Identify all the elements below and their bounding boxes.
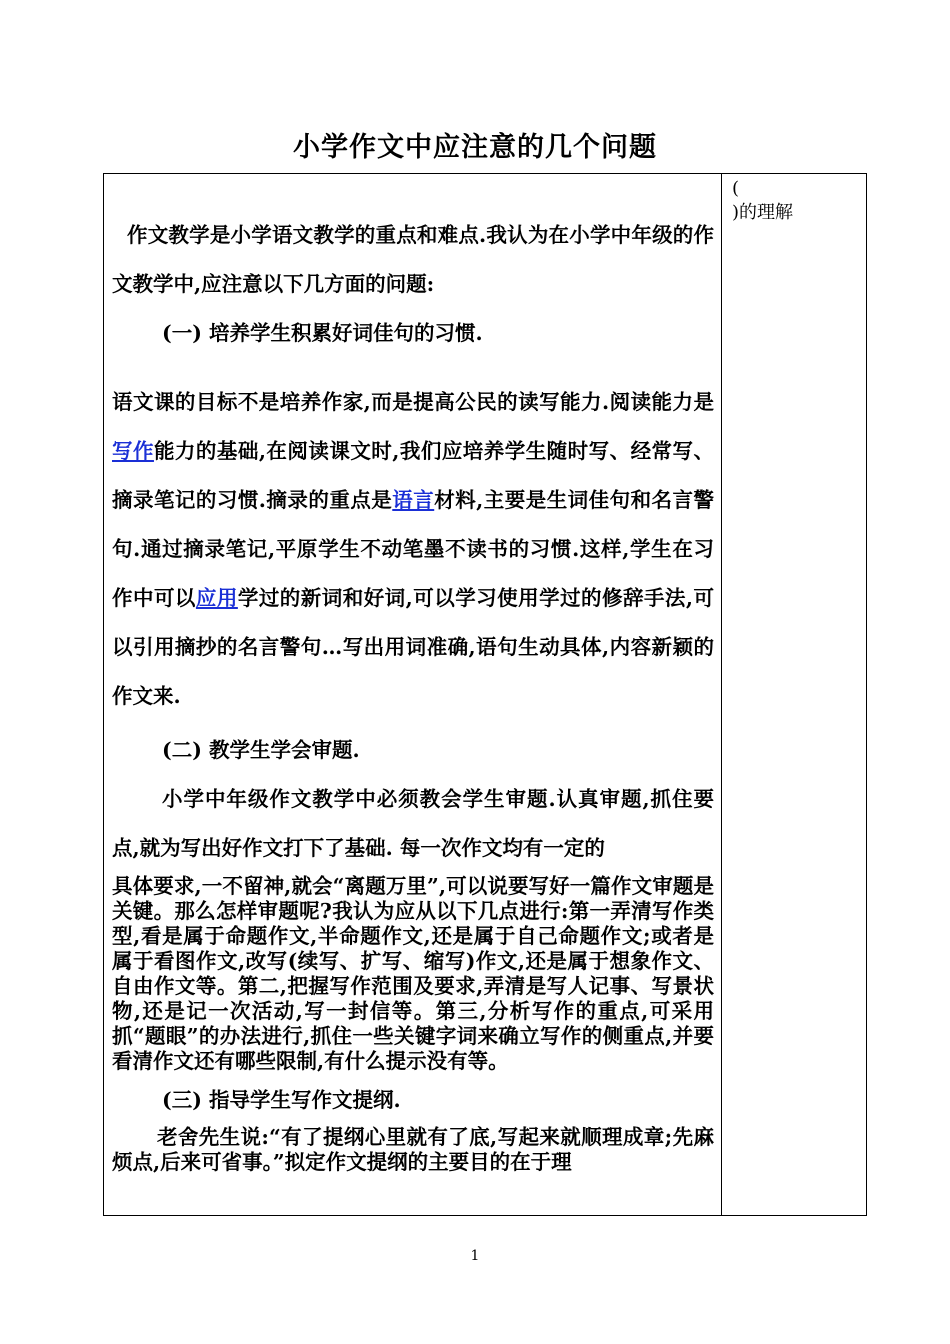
section-1-text-c: 材料,主要是生词佳句和名言警句.通过摘录笔记,平原学生不动笔墨不读书的习惯.这样,学生在习作中可以 — [112, 488, 715, 610]
section-3-heading: (三) 指导学生写作文提纲. — [162, 1088, 401, 1112]
section-2-paragraph-body: 具体要求,一不留神,就会“离题万里”,可以说要写好一篇作文审题是关键。那么怎样审题呢?我认为应从以下几点进行:第一弄清写作类型,看是属于命题作文,半命题作文,还是属于自己命题作文;或者是属于看图作文,改写(续写、扩写、缩写)作文,还是属于想象作文、自由作文等。第二,把握写作范围及要求,弄清是写人记事、写景状物,还是记一次活动,写一封信等。第三,分析写作的重点,可采用抓“题眼”的办法进行,抓住一些关键字词来确立写作的侧重点,并要看清作文还有哪些限制,有什么提示没有等。 — [112, 874, 714, 1073]
section-1-paragraph — [112, 378, 714, 721]
intro-paragraph: 作文教学是小学语文教学的重点和难点.我认为在小学中年级的作文教学中,应注意以下几方面的问题: — [112, 223, 714, 296]
main-text-cell — [112, 174, 714, 1175]
link-language[interactable]: 语言 — [392, 488, 435, 512]
section-3-paragraph: 老舍先生说:“有了提纲心里就有了底,写起来就顺理成章;先麻烦点,后来可省事。”拟定作文提纲的主要目的在于理 — [112, 1125, 714, 1174]
page-number: 1 — [470, 1248, 480, 1264]
section-1-text-b: 能力的基础,在阅读课文时,我们应培养学生随时写、经常写、摘录笔记的习惯.摘录的重点是 — [112, 439, 714, 512]
section-2-paragraph-lead: 小学中年级作文教学中必须教会学生审题.认真审题,抓住要点,就为写出好作文打下了基础. 每一次作文均有一定的 — [112, 787, 714, 860]
section-1-text-a: 语文课的目标不是培养作家,而是提高公民的读写能力.阅读能力是 — [112, 390, 714, 414]
section-1-heading: (一) 培养学生积累好词佳句的习惯. — [162, 321, 483, 345]
side-note-line-1: ( — [732, 178, 740, 199]
section-2-heading: (二) 教学生学会审题. — [162, 738, 360, 762]
link-writing[interactable]: 写作 — [112, 439, 154, 463]
column-divider — [721, 174, 722, 1215]
content-table — [103, 173, 867, 1216]
link-application[interactable]: 应用 — [195, 586, 238, 610]
side-note-line-2: )的理解 — [732, 202, 794, 223]
section-1-text-d: 学过的新词和好词,可以学习使用学过的修辞手法,可以引用摘抄的名言警句…写出用词准确,语句生动具体,内容新颖的作文来. — [112, 586, 715, 708]
document-title: 小学作文中应注意的几个问题 — [293, 132, 657, 163]
side-note-cell — [732, 177, 860, 225]
